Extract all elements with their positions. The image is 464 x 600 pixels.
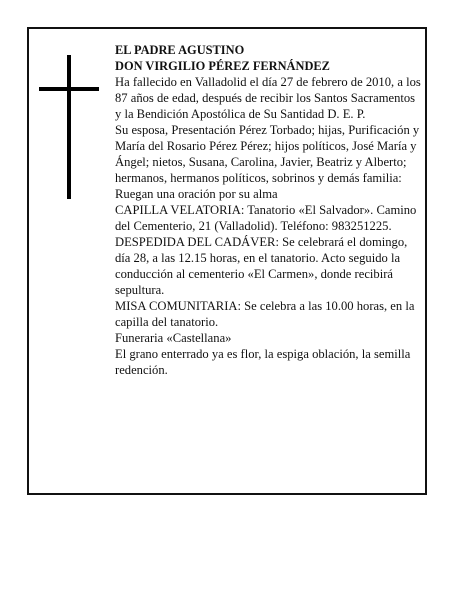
community-mass-info: MISA COMUNITARIA: Se celebra a las 10.00 horas, en la capilla del tanatorio. <box>115 299 415 329</box>
notice-title-line-2: DON VIRGILIO PÉREZ FERNÁNDEZ <box>115 59 330 73</box>
closing-verse: El grano enterrado ya es flor, la espiga oblación, la semilla redención. <box>115 347 411 377</box>
funeral-farewell-info: DESPEDIDA DEL CADÁVER: Se celebrará el domingo, día 28, a las 12.15 horas, en el tanatorio. Acto seguido la conducción al cementerio «El Carmen», donde recibirá sepultura. <box>115 235 408 297</box>
cross-vertical-bar <box>67 55 71 199</box>
obituary-notice <box>27 27 427 495</box>
cross-horizontal-bar <box>39 87 99 91</box>
prayer-request: Ruegan una oración por su alma <box>115 187 278 201</box>
funeral-home-name: Funeraria «Castellana» <box>115 331 232 345</box>
notice-text-block <box>115 42 421 378</box>
cross-icon <box>39 55 99 199</box>
family-list: Su esposa, Presentación Pérez Torbado; hijas, Purificación y María del Rosario Pérez Pérez; hijos políticos, José María y Ángel; nietos, Susana, Carolina, Javier, Beatriz y Alberto; hermanos, hermanos políticos, sobrinos y demás familia: <box>115 123 420 185</box>
wake-chapel-info: CAPILLA VELATORIA: Tanatorio «El Salvador». Camino del Cementerio, 21 (Valladolid). Teléfono: 983251225. <box>115 203 417 233</box>
notice-title-line-1: EL PADRE AGUSTINO <box>115 43 245 57</box>
death-announcement: Ha fallecido en Valladolid el día 27 de febrero de 2010, a los 87 años de edad, después de recibir los Santos Sacramentos y la Bendición Apostólica de Su Santidad D. E. P. <box>115 75 421 121</box>
